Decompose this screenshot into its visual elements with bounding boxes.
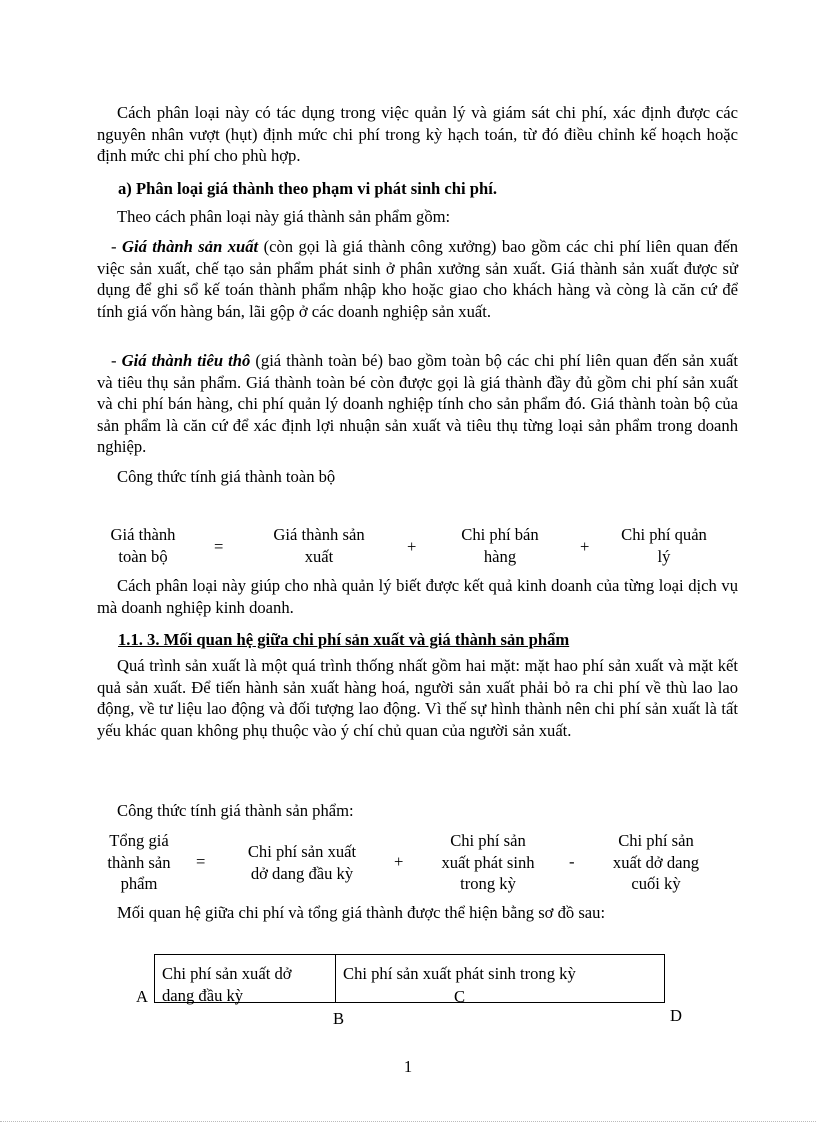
formula2-equals: = bbox=[196, 852, 206, 871]
paragraph-production-process: Quá trình sản xuất là một quá trình thống nhất gồm hai mặt: mặt hao phí sản xuất và mặt kết quả sản xuất. Để tiến hành sản xuất hàng hoá, người sản xuất phải bỏ ra chi phí về thù lao lao động, về tư liệu lao động và đối tượng lao động. Vì thế sự hình thành nên chi phí sản xuất là tất yếu khác quan không phụ thuộc vào ý chí chủ quan của người sản xuất. bbox=[97, 656, 738, 740]
diagram-cell1-line1: Chi phí sản xuất dở bbox=[162, 964, 292, 983]
item-production-cost-text: (còn gọi là giá thành công xưởng) bao gồm các chi phí liên quan đến việc sản xuất, chế tạo sản phẩm phát sinh ở phân xưởng sản xuất. Giá thành sản xuất được sử dụng để ghi sổ kế toán thành phẩm nhập kho hoặc giao cho khách hàng và còng là căn cứ để tính giá vốn hàng bán, lãi gộp ở các doanh nghiệp sản xuất. bbox=[97, 237, 738, 321]
formula2-lhs-line3: phẩm bbox=[120, 874, 158, 894]
formula2-term1 bbox=[234, 841, 370, 884]
item-dash: - bbox=[111, 237, 122, 256]
paragraph-classification-benefit: Cách phân loại này giúp cho nhà quản lý biết được kết quả kinh doanh của từng loại dịch vụ mà doanh nghiệp kinh doanh. bbox=[97, 576, 738, 617]
item-full-cost bbox=[97, 350, 738, 458]
formula1-term3 bbox=[608, 524, 720, 567]
formula2-term3-line2: xuất dở dang bbox=[612, 852, 700, 872]
formula2-term1-line2: dở dang đầu kỳ bbox=[250, 863, 354, 883]
formula1-term3-line2: lý bbox=[657, 546, 671, 566]
formula1-plus2: + bbox=[580, 537, 590, 556]
term-full-cost: Giá thành tiêu thô bbox=[121, 351, 251, 370]
formula2-lhs bbox=[96, 830, 182, 895]
paragraph-diagram-intro: Mối quan hệ giữa chi phí và tổng giá thành được thể hiện bằng sơ đồ sau: bbox=[117, 903, 606, 922]
formula2-term3-line1: Chi phí sản bbox=[618, 831, 694, 850]
paragraph-classification-effect: Cách phân loại này có tác dụng trong việc quản lý và giám sát chi phí, xác định được các nguyên nhân vượt (hụt) định mức chi phí trong kỳ hạch toán, từ đó điều chỉnh kế hoạch hoặc định mức chi phí cho phù hợp. bbox=[97, 103, 738, 166]
paragraph-formula1-intro: Công thức tính giá thành toàn bộ bbox=[117, 467, 336, 486]
item-full-cost-text: (giá thành toàn bé) bao gồm toàn bộ các chi phí liên quan đến sản xuất và tiêu thụ sản phẩm. Giá thành toàn bé còn được gọi là giá thành đầy đủ gồm chi phí sản xuất và chi phí bán hàng, chi phí quản lý doanh nghiệp tính cho sản phẩm đó. Giá thành toàn bộ của sản phẩm là căn cứ để xác định lợi nhuận sản xuất và tiêu thụ từng loại sản phẩm trong doanh nghiệp. bbox=[97, 351, 738, 457]
formula2-term3 bbox=[598, 830, 714, 895]
formula2-term2-line1: Chi phí sản bbox=[450, 831, 526, 850]
formula2-minus: - bbox=[569, 852, 575, 871]
formula1-term2 bbox=[446, 524, 554, 567]
diagram-label-c: C bbox=[454, 987, 466, 1006]
formula1-plus1: + bbox=[407, 537, 417, 556]
page-number: 1 bbox=[403, 1057, 413, 1076]
diagram-label-b: B bbox=[333, 1009, 345, 1028]
formula1-lhs-line1: Giá thành bbox=[110, 525, 176, 544]
heading-a: a) Phân loại giá thành theo phạm vi phát sinh chi phí. bbox=[118, 179, 497, 198]
term-production-cost: Giá thành sản xuất bbox=[121, 237, 259, 256]
formula1-lhs bbox=[100, 524, 186, 567]
formula1-term2-line2: hàng bbox=[483, 546, 517, 566]
diagram-label-d: D bbox=[670, 1006, 682, 1025]
diagram-label-a: A bbox=[136, 987, 148, 1006]
formula2-term3-line3: cuối kỳ bbox=[631, 874, 681, 894]
diagram-cell-opening-wip bbox=[162, 963, 292, 1006]
formula1-term2-line1: Chi phí bán bbox=[461, 525, 539, 544]
formula1-lhs-line2: toàn bộ bbox=[118, 546, 168, 566]
diagram-cell1-line2: dang đầu kỳ bbox=[162, 985, 244, 1005]
formula1-term1-line2: xuất bbox=[304, 546, 334, 566]
diagram-cell-period-cost: Chi phí sản xuất phát sinh trong kỳ bbox=[343, 964, 576, 983]
heading-section-1-1-3: 1.1. 3. Mối quan hệ giữa chi phí sản xuất và giá thành sản phẩm bbox=[118, 630, 570, 649]
item-dash: - bbox=[111, 351, 122, 370]
formula1-equals: = bbox=[214, 537, 224, 556]
item-production-cost bbox=[97, 236, 738, 322]
paragraph-formula2-intro: Công thức tính giá thành sản phẩm: bbox=[117, 801, 354, 820]
formula2-lhs-line2: thành sản bbox=[107, 852, 171, 872]
formula1-term1 bbox=[256, 524, 382, 567]
formula2-term2-line2: xuất phát sinh bbox=[441, 852, 535, 872]
diagram-divider bbox=[335, 954, 336, 1003]
paragraph-classification-intro: Theo cách phân loại này giá thành sản phẩm gồm: bbox=[117, 207, 451, 226]
formula2-term2 bbox=[426, 830, 550, 895]
formula2-lhs-line1: Tổng giá bbox=[109, 831, 169, 850]
formula2-plus: + bbox=[394, 852, 404, 871]
formula1-term3-line1: Chi phí quản bbox=[621, 525, 707, 544]
formula2-term2-line3: trong kỳ bbox=[460, 874, 516, 894]
formula1-term1-line1: Giá thành sản bbox=[273, 525, 365, 544]
formula2-term1-line1: Chi phí sản xuất bbox=[247, 842, 357, 861]
